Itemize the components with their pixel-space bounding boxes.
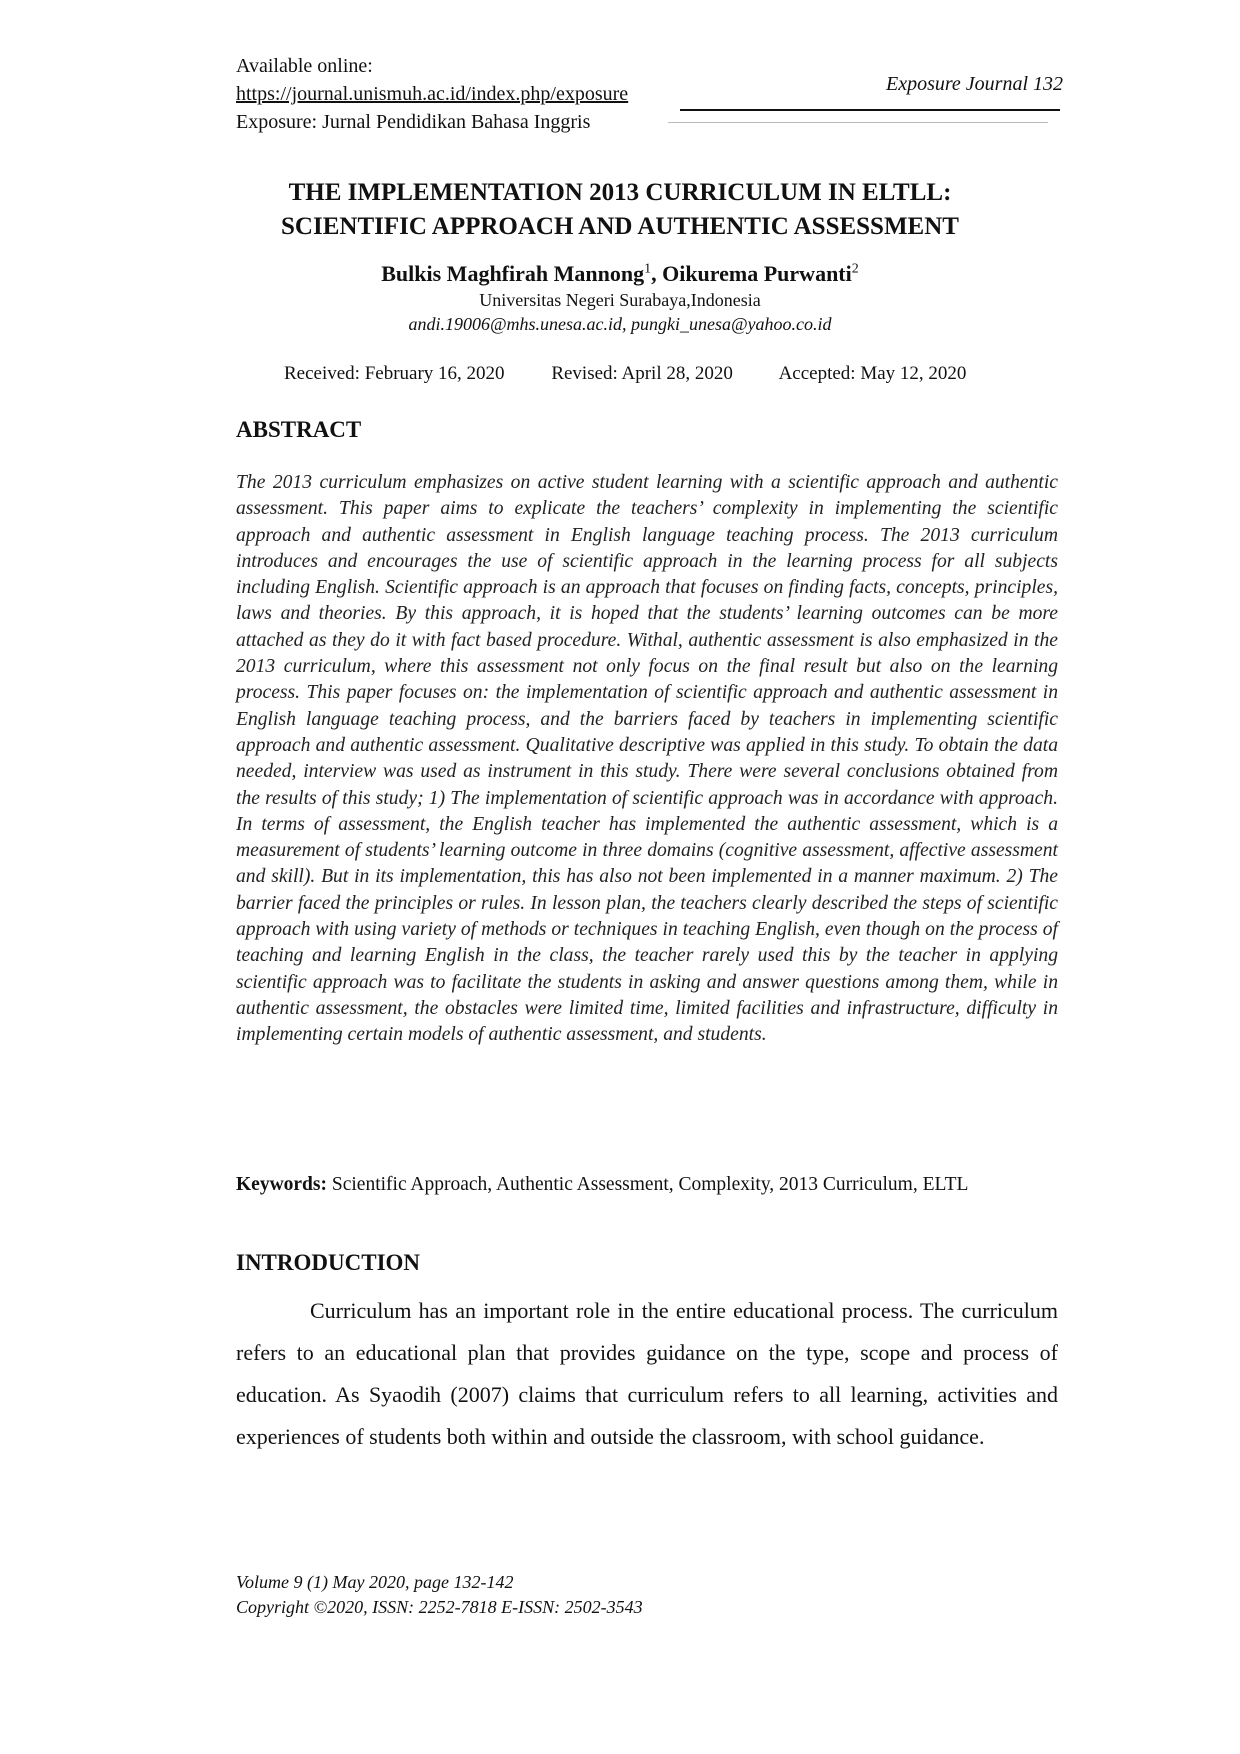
author-1-affiliation-mark: 1 <box>644 261 652 277</box>
affiliation: Universitas Negeri Surabaya,Indonesia <box>479 290 761 310</box>
received-date: Received: February 16, 2020 <box>284 363 505 384</box>
introduction-heading: INTRODUCTION <box>236 1250 421 1275</box>
title-line-2: SCIENTIFIC APPROACH AND AUTHENTIC ASSESSMENT <box>281 213 959 240</box>
revised-date: Revised: April 28, 2020 <box>551 363 733 384</box>
abstract-text: The 2013 curriculum emphasizes on active student learning with a scientific approach and authentic assessment. This paper aims to explicate the teachers’ complexity in implementing the scientific approach and authentic assessment in English language teaching process. The 2013 curriculum introduces and encourages the use of scientific approach in the learning process for all subjects including English. Scientific approach is an approach that focuses on finding facts, concepts, principles, laws and theories. By this approach, it is hoped that the students’ learning outcomes can be more attached as they do it with fact based procedure. Withal, authentic assessment is also emphasized in the 2013 curriculum, where this assessment not only focus on the final result but also on the learning process. This paper focuses on: the implementation of scientific approach and authentic assessment in English language teaching process, and the barriers faced by teachers in implementing scientific approach and authentic assessment. Qualitative descriptive was applied in this study. To obtain the data needed, interview was used as instrument in this study. There were several conclusions obtained from the results of this study; 1) The implementation of scientific approach was in accordance with approach. In terms of assessment, the English teacher has implemented the authentic assessment, which is a measurement of students’ learning outcome in three domains (cognitive assessment, affective assessment and skill). But in its implementation, this has also not been implemented in a manner maximum. 2) The barrier faced the principles or rules. In lesson plan, the teachers clearly described the steps of scientific approach with using variety of methods or techniques in teaching English, even though on the process of teaching and learning English in the class, the teacher rarely used this by the teacher in applying scientific approach was to facilitate the students in asking and answer questions among them, while in authentic assessment, the obstacles were limited time, limited facilities and infrastructure, difficulty in implementing certain models of authentic assessment, and students. <box>236 472 1058 1046</box>
abstract-heading: ABSTRACT <box>236 417 362 442</box>
keywords <box>236 1170 1058 1200</box>
author-separator: , <box>651 261 663 286</box>
copyright-info: Copyright ©2020, ISSN: 2252-7818 E-ISSN: 2502-3543 <box>236 1597 643 1617</box>
author-1: Bulkis Maghfirah Mannong <box>381 261 645 286</box>
title-line-1: THE IMPLEMENTATION 2013 CURRICULUM IN ELTLL: <box>288 179 952 206</box>
accepted-date: Accepted: May 12, 2020 <box>778 363 967 384</box>
keywords-text: Scientific Approach, Authentic Assessment, Complexity, 2013 Curriculum, ELTL <box>331 1174 969 1195</box>
author-2-affiliation-mark: 2 <box>851 261 859 277</box>
author-emails <box>236 314 1004 335</box>
email-separator: , <box>622 314 632 334</box>
author-2: Oikurema Purwanti <box>662 261 852 286</box>
paper-title <box>236 176 1004 244</box>
author-list <box>236 261 1004 287</box>
introduction-paragraph: Curriculum has an important role in the entire educational process. The curriculum refers to an educational plan that provides guidance on the type, scope and process of education. As Syaodih (2007) claims that curriculum refers to all learning, activities and experiences of students both within and outside the classroom, with school guidance. <box>236 1298 1058 1449</box>
page-footer <box>236 1570 643 1620</box>
email-1[interactable]: andi.19006@mhs.unesa.ac.id <box>408 314 623 334</box>
keywords-label: Keywords: <box>236 1174 327 1195</box>
available-online-label: Available online: <box>236 55 373 77</box>
journal-header <box>236 52 628 136</box>
header-rule-thin <box>668 122 1048 123</box>
journal-name: Exposure: Jurnal Pendidikan Bahasa Inggris <box>236 111 591 133</box>
running-head: Exposure Journal 132 <box>885 73 1063 95</box>
volume-info: Volume 9 (1) May 2020, page 132-142 <box>236 1572 514 1592</box>
header-rule <box>680 109 1060 111</box>
email-2[interactable]: pungki_unesa@yahoo.co.id <box>631 314 832 334</box>
journal-url-link[interactable]: https://journal.unismuh.ac.id/index.php/exposure <box>236 83 629 105</box>
article-dates <box>284 363 1008 385</box>
